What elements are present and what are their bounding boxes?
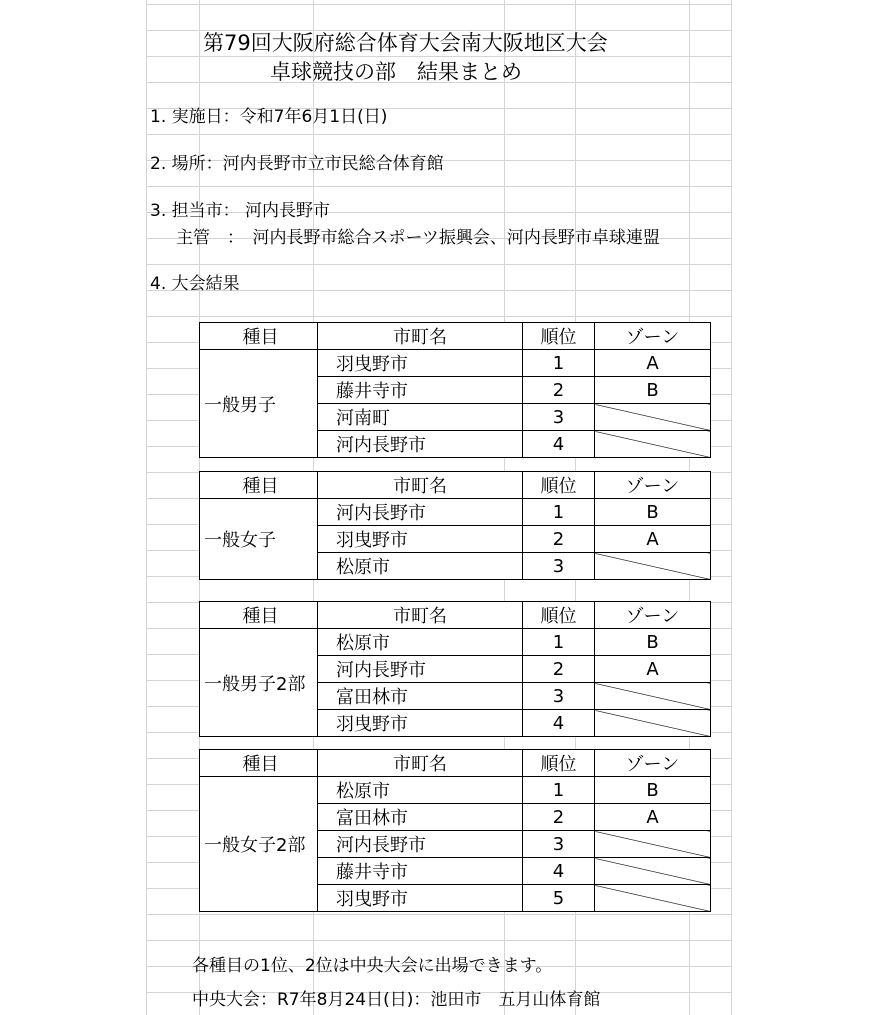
rank-cell: 5 xyxy=(523,885,595,912)
zone-cell-empty xyxy=(595,831,711,858)
city-cell: 河南町 xyxy=(318,404,523,431)
rank-cell: 3 xyxy=(523,553,595,580)
rank-cell: 1 xyxy=(523,777,595,804)
zone-cell: B xyxy=(595,629,711,656)
zone-cell-empty xyxy=(595,885,711,912)
event-name: 一般女子2部 xyxy=(200,777,318,912)
city-cell: 河内長野市 xyxy=(318,431,523,458)
header-city: 市町名 xyxy=(318,323,523,350)
item-venue: 2. 場所：河内長野市立市民総合体育館 xyxy=(150,154,444,174)
zone-cell-empty xyxy=(595,404,711,431)
header-rank: 順位 xyxy=(523,323,595,350)
header-city: 市町名 xyxy=(318,602,523,629)
rank-cell: 1 xyxy=(523,629,595,656)
city-cell: 羽曳野市 xyxy=(318,526,523,553)
results-table-4 xyxy=(199,749,711,912)
event-name: 一般男子 xyxy=(200,350,318,458)
rank-cell: 4 xyxy=(523,710,595,737)
item-host-city: 3. 担当市： 河内長野市 xyxy=(150,201,331,221)
rank-cell: 2 xyxy=(523,377,595,404)
header-city: 市町名 xyxy=(318,750,523,777)
city-cell: 松原市 xyxy=(318,553,523,580)
city-cell: 富田林市 xyxy=(318,804,523,831)
event-name: 一般女子 xyxy=(200,499,318,580)
header-zone: ゾーン xyxy=(595,472,711,499)
rank-cell: 4 xyxy=(523,431,595,458)
table-header-row xyxy=(200,323,711,350)
city-cell: 藤井寺市 xyxy=(318,858,523,885)
zone-cell: B xyxy=(595,777,711,804)
zone-cell-empty xyxy=(595,858,711,885)
zone-cell: B xyxy=(595,377,711,404)
rank-cell: 2 xyxy=(523,526,595,553)
table-header-row xyxy=(200,472,711,499)
header-event: 種目 xyxy=(200,472,318,499)
results-table-1 xyxy=(199,322,711,458)
header-city: 市町名 xyxy=(318,472,523,499)
zone-cell-empty xyxy=(595,683,711,710)
results-table-3 xyxy=(199,601,711,737)
rank-cell: 2 xyxy=(523,656,595,683)
zone-cell-empty xyxy=(595,431,711,458)
item-results-heading: 4. 大会結果 xyxy=(150,274,240,294)
zone-cell-empty xyxy=(595,553,711,580)
city-cell: 羽曳野市 xyxy=(318,885,523,912)
city-cell: 藤井寺市 xyxy=(318,377,523,404)
header-event: 種目 xyxy=(200,602,318,629)
item-date: 1. 実施日：令和7年6月1日(日) xyxy=(150,107,388,127)
zone-cell: A xyxy=(595,804,711,831)
table-row xyxy=(200,629,711,656)
header-event: 種目 xyxy=(200,750,318,777)
table-row xyxy=(200,777,711,804)
header-zone: ゾーン xyxy=(595,323,711,350)
document-title: 第79回大阪府総合体育大会南大阪地区大会 xyxy=(203,31,608,55)
city-cell: 松原市 xyxy=(318,629,523,656)
header-event: 種目 xyxy=(200,323,318,350)
zone-cell: A xyxy=(595,350,711,377)
rank-cell: 3 xyxy=(523,404,595,431)
city-cell: 河内長野市 xyxy=(318,499,523,526)
header-rank: 順位 xyxy=(523,472,595,499)
results-table-2 xyxy=(199,471,711,580)
rank-cell: 2 xyxy=(523,804,595,831)
zone-cell: B xyxy=(595,499,711,526)
rank-cell: 1 xyxy=(523,350,595,377)
table-row xyxy=(200,350,711,377)
rank-cell: 1 xyxy=(523,499,595,526)
rank-cell: 3 xyxy=(523,683,595,710)
city-cell: 松原市 xyxy=(318,777,523,804)
table-header-row xyxy=(200,750,711,777)
city-cell: 河内長野市 xyxy=(318,656,523,683)
rank-cell: 3 xyxy=(523,831,595,858)
qualification-note: 各種目の1位、2位は中央大会に出場できます。 xyxy=(192,956,553,976)
event-name: 一般男子2部 xyxy=(200,629,318,737)
header-zone: ゾーン xyxy=(595,602,711,629)
header-rank: 順位 xyxy=(523,602,595,629)
central-tournament-info: 中央大会：R7年8月24日(日)：池田市 五月山体育館 xyxy=(192,990,601,1010)
city-cell: 羽曳野市 xyxy=(318,710,523,737)
zone-cell: A xyxy=(595,526,711,553)
table-row xyxy=(200,499,711,526)
zone-cell: A xyxy=(595,656,711,683)
zone-cell-empty xyxy=(595,710,711,737)
city-cell: 河内長野市 xyxy=(318,831,523,858)
table-header-row xyxy=(200,602,711,629)
header-rank: 順位 xyxy=(523,750,595,777)
header-zone: ゾーン xyxy=(595,750,711,777)
rank-cell: 4 xyxy=(523,858,595,885)
city-cell: 富田林市 xyxy=(318,683,523,710)
document-subtitle: 卓球競技の部 結果まとめ xyxy=(270,60,522,84)
city-cell: 羽曳野市 xyxy=(318,350,523,377)
item-organizer: 主管 ： 河内長野市総合スポーツ振興会、河内長野市卓球連盟 xyxy=(176,228,660,248)
